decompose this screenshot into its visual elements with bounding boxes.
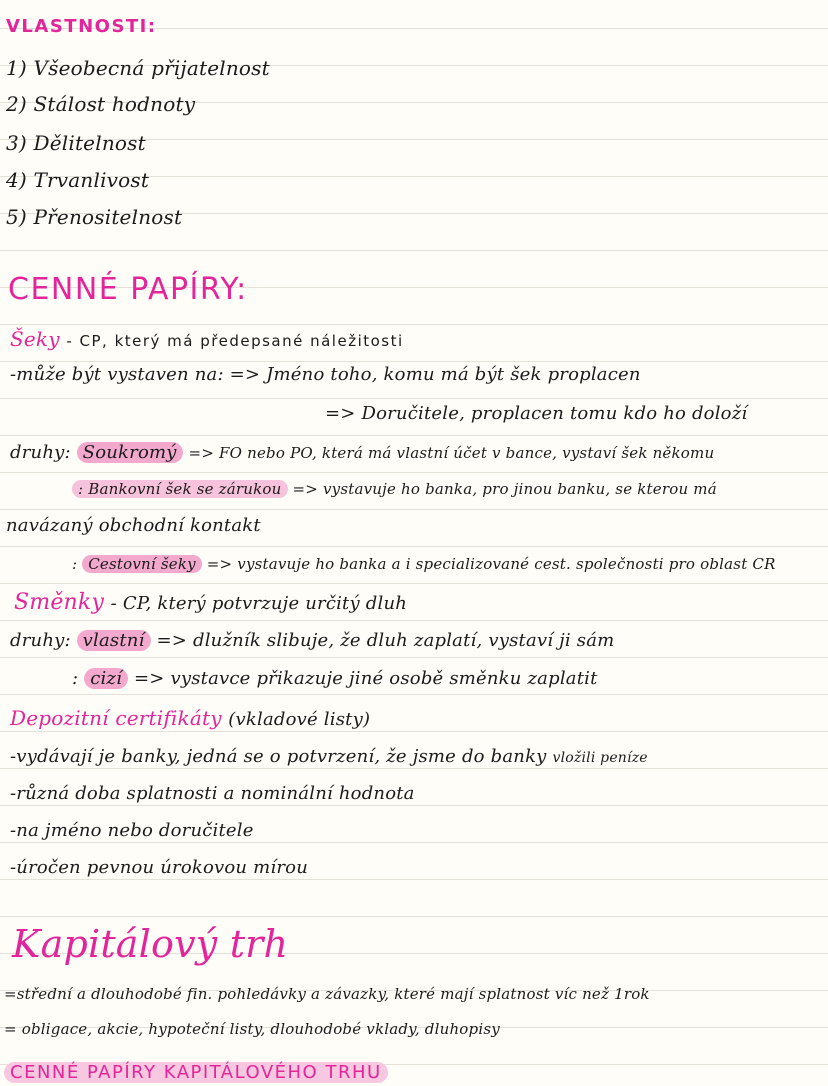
vlastnosti-item-3: 3) Dělitelnost [6, 131, 146, 155]
cestovni-highlight: Cestovní šeky [82, 555, 202, 573]
bankovni-continuation: navázaný obchodní kontakt [6, 515, 261, 536]
section-title-cp-kapitaloveho-trhu [4, 1062, 388, 1083]
cp-kapitaloveho-trhu-text: CENNÉ PAPÍRY KAPITÁLOVÉHO TRHU [4, 1062, 388, 1083]
vlastni-highlight: vlastní [77, 630, 151, 651]
soukromy-text: => FO nebo PO, která má vlastní účet v bance, vystaví šek někomu [188, 444, 715, 462]
depozitni-point-1-small: vložili peníze [552, 750, 648, 766]
cizi-highlight: cizí [84, 668, 128, 689]
depozitni-point-2: -různá doba splatnosti a nominální hodnota [10, 783, 415, 804]
seky-line-3: => Doručitele, proplacen tomu kdo ho doloží [325, 403, 748, 424]
depozitni-paren: (vkladové listy) [228, 709, 371, 730]
smenky-line [14, 590, 407, 615]
kapitalovy-line-2: = obligace, akcie, hypoteční listy, dlouhodobé vklady, dluhopisy [4, 1020, 500, 1038]
druhy-label-2: druhy: [10, 630, 71, 651]
section-title-vlastnosti: VLASTNOSTI: [6, 16, 157, 37]
druhy-label: druhy: [10, 442, 71, 463]
depozitni-term: Depozitní certifikáty [10, 706, 222, 730]
seky-term: Šeky [10, 327, 60, 351]
seky-definition: - CP, který má předepsané náležitosti [66, 332, 404, 350]
section-title-kapitalovy-trh: Kapitálový trh [12, 922, 289, 966]
smenky-term: Směnky [14, 590, 105, 615]
kapitalovy-line-1: =střední a dlouhodobé fin. pohledávky a závazky, které mají splatnost víc než 1rok [4, 985, 650, 1003]
depozitni-point-4: -úročen pevnou úrokovou mírou [10, 857, 309, 878]
depozitni-point-1-text: -vydávají je banky, jedná se o potvrzení, že jsme do banky [10, 746, 547, 767]
depozitni-point-1 [10, 746, 648, 767]
vlastnosti-item-1: 1) Všeobecná přijatelnost [6, 56, 270, 80]
bankovni-highlight: : Bankovní šek se zárukou [72, 480, 288, 498]
section-title-cenne-papiry: CENNÉ PAPÍRY: [8, 272, 248, 307]
cestovni-text: => vystavuje ho banka a i specializované cest. společnosti pro oblast CR [206, 555, 776, 573]
vlastnosti-item-5: 5) Přenositelnost [6, 205, 183, 229]
bankovni-text: => vystavuje ho banka, pro jinou banku, se kterou má [292, 480, 717, 498]
bankovni-sek-line [72, 480, 717, 498]
cestovni-prefix: : [72, 555, 78, 573]
cizi-text: => vystavce přikazuje jiné osobě směnku zaplatit [134, 668, 598, 689]
druhy-seku-line [10, 442, 714, 463]
vlastni-text: => dlužník slibuje, že dluh zaplatí, vystaví ji sám [156, 630, 615, 651]
cestovni-line [72, 555, 776, 573]
seky-line-2: -může být vystaven na: => Jméno toho, komu má být šek proplacen [10, 364, 641, 385]
depozitni-line [10, 706, 370, 730]
druhy-smenek-line [10, 630, 614, 651]
depozitni-point-3: -na jméno nebo doručitele [10, 820, 254, 841]
seky-line [10, 327, 404, 351]
vlastnosti-item-4: 4) Trvanlivost [6, 168, 150, 192]
smenky-definition: - CP, který potvrzuje určitý dluh [110, 593, 408, 614]
cizi-line [72, 668, 598, 689]
soukromy-highlight: Soukromý [77, 442, 183, 463]
vlastnosti-item-2: 2) Stálost hodnoty [6, 92, 196, 116]
cizi-prefix: : [72, 668, 79, 689]
